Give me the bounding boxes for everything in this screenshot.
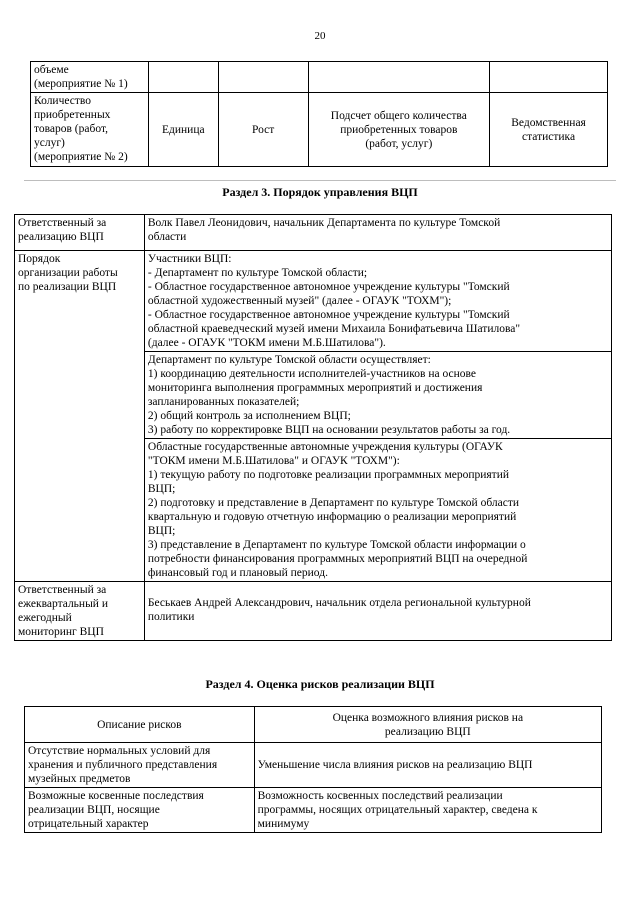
- risk-description: Возможные косвенные последствия реализации ВЦП, носящие отрицательный характер: [25, 788, 255, 833]
- table-header-row: [25, 707, 602, 743]
- indicator-name-cell: объеме (мероприятие № 1): [31, 62, 149, 93]
- risk-description: Отсутствие нормальных условий для хранения и публичного представления музейных предметов: [25, 743, 255, 788]
- table-row: [15, 251, 612, 352]
- row-content: Волк Павел Леонидович, начальник Департамента по культуре Томской области: [144, 215, 611, 251]
- table-row: [15, 215, 612, 251]
- row-label: Порядок организации работы по реализации ВЦП: [15, 251, 145, 582]
- risk-impact: Возможность косвенных последствий реализации программы, носящих отрицательный характер, сведена к минимуму: [254, 788, 601, 833]
- row-label: Ответственный за реализацию ВЦП: [15, 215, 145, 251]
- risk-impact: Уменьшение числа влияния рисков на реализацию ВЦП: [254, 743, 601, 788]
- risks-table: [24, 706, 602, 833]
- table-row: [25, 788, 602, 833]
- method-cell: Подсчет общего количества приобретенных товаров (работ, услуг): [308, 93, 490, 167]
- trend-cell: Рост: [218, 93, 308, 167]
- department-duties-block: Департамент по культуре Томской области осуществляет: 1) координацию деятельности исполнителей-участников на основе мониторинга выполнения программных мероприятий и достижения запланированных показателей; 2) общий контроль за исполнением ВЦП; 3) работу по корректировке ВЦП на основании результатов работы за год.: [144, 352, 611, 439]
- institutions-duties-block: Областные государственные автономные учреждения культуры (ОГАУК "ТОКМ имени М.Б.Шатилова" и ОГАУК "ТОХМ"): 1) текущую работу по подготовке реализации программных мероприятий ВЦП; 2) подготовку и представление в Департамент по культуре Томской области квартальную и годовую отчетную информацию о реализации мероприятий ВЦП; 3) представление в Департамент по культуре Томской области информации о потребности финансирования программных мероприятий ВЦП на очередной финансовый год и плановый период.: [144, 439, 611, 582]
- table-row: [31, 93, 608, 167]
- table-row: [15, 582, 612, 641]
- divider: [24, 180, 616, 181]
- indicators-table: [30, 61, 608, 167]
- participants-block: Участники ВЦП: - Департамент по культуре Томской области; - Областное государственное автономное учреждение культуры "Томский областной художественный музей" (далее - ОГАУК "ТОХМ"); - Областное государственное автономное учреждение культуры "Томский областной краеведческий музей имени Михаила Бонифатьевича Шатилова" (далее - ОГАУК "ТОКМ имени М.Б.Шатилова").: [144, 251, 611, 352]
- management-table: [14, 214, 612, 641]
- source-cell: Ведомственная статистика: [490, 93, 608, 167]
- row-content: Беськаев Андрей Александрович, начальник отдела региональной культурной политики: [144, 582, 611, 641]
- section4-title: Раздел 4. Оценка рисков реализации ВЦП: [205, 677, 435, 691]
- table-row: [31, 62, 608, 93]
- column-header: Описание рисков: [25, 707, 255, 743]
- unit-cell: Единица: [148, 93, 218, 167]
- row-label: Ответственный за ежеквартальный и ежегодный мониторинг ВЦП: [15, 582, 145, 641]
- column-header: Оценка возможного влияния рисков на реализацию ВЦП: [254, 707, 601, 743]
- table-row: [25, 743, 602, 788]
- section3-title: Раздел 3. Порядок управления ВЦП: [222, 185, 418, 199]
- page-number: 20: [314, 30, 326, 42]
- indicator-name-cell: Количество приобретенных товаров (работ, услуг) (мероприятие № 2): [31, 93, 149, 167]
